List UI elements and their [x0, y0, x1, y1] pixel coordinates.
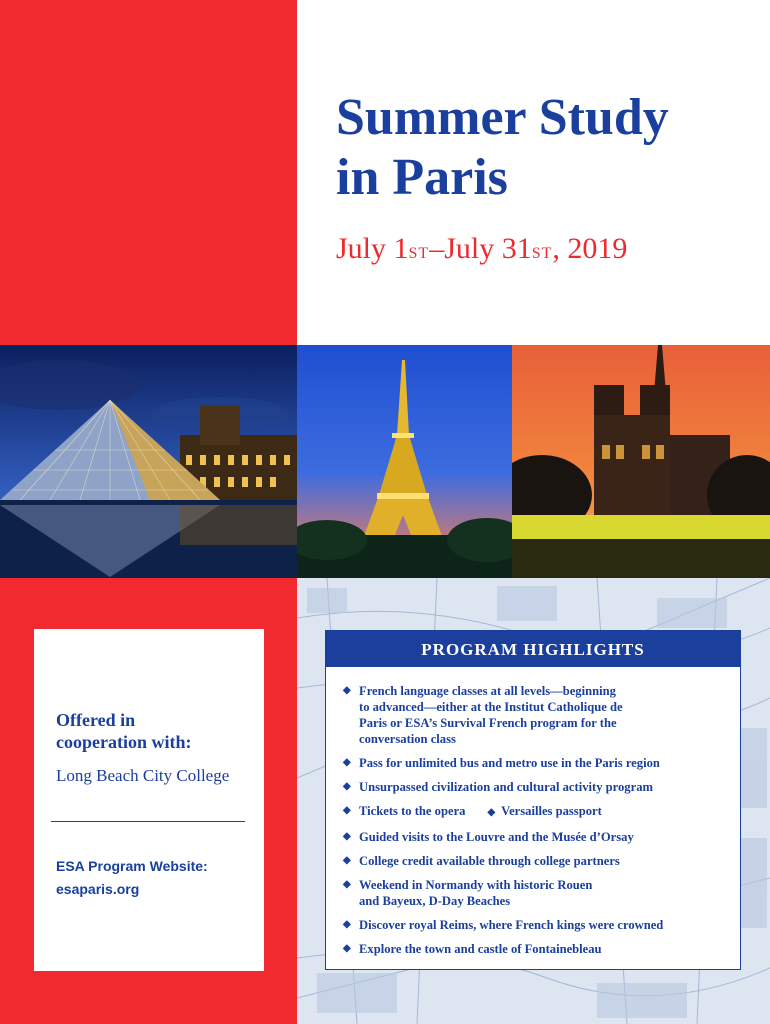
- date-end: July 31: [444, 232, 532, 265]
- website-label: ESA Program Website:: [56, 858, 208, 874]
- list-item: ◆ Unsurpassed civilization and cultural activity program: [343, 780, 653, 794]
- card-divider: [51, 821, 245, 822]
- partner-college: Long Beach City College: [56, 766, 230, 785]
- list-item: ◆ Tickets to the opera ◆ Versailles passport: [342, 803, 734, 821]
- highlights-heading: PROGRAM HIGHLIGHTS: [326, 631, 740, 667]
- diamond-bullet-icon: ◆: [343, 757, 351, 768]
- highlights-list: [342, 683, 734, 965]
- date-dash: –: [429, 232, 445, 265]
- diamond-bullet-icon: ◆: [343, 781, 351, 792]
- diamond-bullet-icon: ◆: [343, 855, 351, 866]
- offered-line-1: Offered in: [56, 710, 136, 730]
- diamond-bullet-icon: ◆: [343, 805, 351, 816]
- date-start: July 1: [336, 232, 409, 265]
- list-item: ◆ Discover royal Reims, where French kings were crowned: [343, 918, 664, 932]
- red-panel-top-left: [0, 0, 297, 345]
- website-link[interactable]: esaparis.org: [56, 881, 140, 897]
- date-end-suffix: ST: [531, 245, 553, 262]
- diamond-bullet-icon: ◆: [487, 807, 496, 818]
- title-line-1: Summer Study: [336, 89, 669, 146]
- diamond-bullet-icon: ◆: [343, 879, 351, 890]
- partner-card: [34, 629, 264, 971]
- diamond-bullet-icon: ◆: [343, 685, 351, 696]
- title-line-2: in Paris: [336, 149, 508, 206]
- diamond-bullet-icon: ◆: [343, 831, 351, 842]
- eiffel-tower-photo: [297, 345, 512, 578]
- offered-line-2: cooperation with:: [56, 732, 192, 752]
- list-item: ◆ Weekend in Normandy with historic Rouen and Bayeux, D-Day Beaches: [343, 878, 593, 908]
- list-item: ◆ Explore the town and castle of Fontainebleau: [343, 942, 602, 956]
- louvre-photo: [0, 345, 297, 578]
- diamond-bullet-icon: ◆: [343, 943, 351, 954]
- program-highlights-panel: [325, 630, 741, 970]
- page-title: [336, 88, 669, 208]
- diamond-bullet-icon: ◆: [343, 919, 351, 930]
- date-year: , 2019: [552, 232, 628, 265]
- program-dates: [336, 232, 627, 266]
- offered-heading: [56, 709, 191, 753]
- list-item: ◆ College credit available through college partners: [343, 854, 620, 868]
- date-start-suffix: ST: [408, 245, 430, 262]
- list-item: ◆ French language classes at all levels—beginning to advanced—either at the Institut Catholique de Paris or ESA’s Survival French program for the conversation class: [343, 684, 623, 746]
- list-item: ◆ Pass for unlimited bus and metro use in the Paris region: [343, 756, 660, 770]
- list-item: ◆ Guided visits to the Louvre and the Musée d’Orsay: [343, 830, 634, 844]
- notre-dame-photo: [512, 345, 770, 578]
